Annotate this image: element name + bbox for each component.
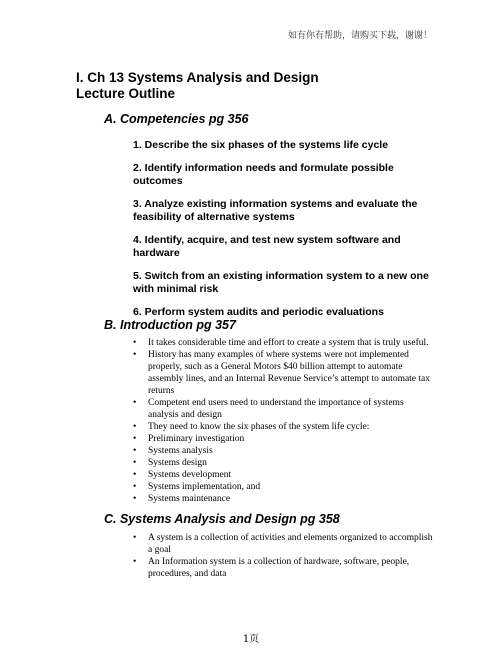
- bullet-icon: •: [133, 398, 137, 408]
- competency-item: 1. Describe the six phases of the systems life cycle: [133, 139, 389, 151]
- list-item: • They need to know the six phases of the system life cycle:: [133, 422, 370, 432]
- section-heading-competencies: A. Competencies pg 356: [104, 112, 249, 126]
- list-item: • Competent end users need to understand the importance of systems analysis and design: [133, 398, 404, 420]
- competency-item: 2. Identify information needs and formulate possible outcomes: [133, 162, 394, 187]
- chapter-title: I. Ch 13 Systems Analysis and Design: [76, 70, 319, 85]
- list-item: • Systems maintenance: [133, 494, 231, 504]
- bullet-icon: •: [133, 422, 137, 432]
- list-item: • Systems design: [133, 458, 207, 468]
- section-heading-systems-analysis: C. Systems Analysis and Design pg 358: [104, 512, 340, 526]
- list-item: • Preliminary investigation: [133, 434, 245, 444]
- bullet-icon: •: [133, 446, 137, 456]
- competency-item: 6. Perform system audits and periodic evaluations: [133, 306, 384, 318]
- competency-item: 5. Switch from an existing information system to a new one with minimal risk: [133, 270, 429, 295]
- outline-title: Lecture Outline: [76, 86, 176, 101]
- introduction-list: [133, 337, 433, 505]
- bullet-icon: •: [133, 482, 137, 492]
- bullet-icon: •: [133, 557, 137, 567]
- section-heading-introduction: B. Introduction pg 357: [104, 318, 236, 332]
- page-number: 1页: [242, 634, 260, 645]
- list-item: • History has many examples of where systems were not implemented properly, such as a General Motors $40 billion attempt to automate assembly lines, and an Internal Revenue Service’s attempt to automate tax returns: [133, 350, 431, 396]
- list-item: • A system is a collection of activities and elements organized to accomplish a goal: [133, 533, 433, 555]
- bullet-icon: •: [133, 350, 137, 360]
- bullet-icon: •: [133, 494, 137, 504]
- list-item: • It takes considerable time and effort to create a system that is truly useful.: [133, 338, 429, 348]
- list-item: • Systems implementation, and: [133, 482, 261, 492]
- bullet-icon: •: [133, 470, 137, 480]
- bullet-icon: •: [133, 338, 137, 348]
- competency-item: 3. Analyze existing information systems and evaluate the feasibility of alternative systems: [133, 198, 418, 223]
- competency-item: 4. Identify, acquire, and test new system software and hardware: [133, 234, 401, 259]
- competencies-list: [133, 139, 433, 329]
- bullet-icon: •: [133, 458, 137, 468]
- list-item: • Systems analysis: [133, 446, 213, 456]
- bullet-icon: •: [133, 533, 137, 543]
- bullet-icon: •: [133, 434, 137, 444]
- header-note: 如有你有帮助，请购买下载，谢谢！: [287, 31, 432, 41]
- list-item: • An Information system is a collection of hardware, software, people, procedures, and data: [133, 557, 410, 579]
- list-item: • Systems development: [133, 470, 232, 480]
- systems-analysis-list: [133, 532, 433, 580]
